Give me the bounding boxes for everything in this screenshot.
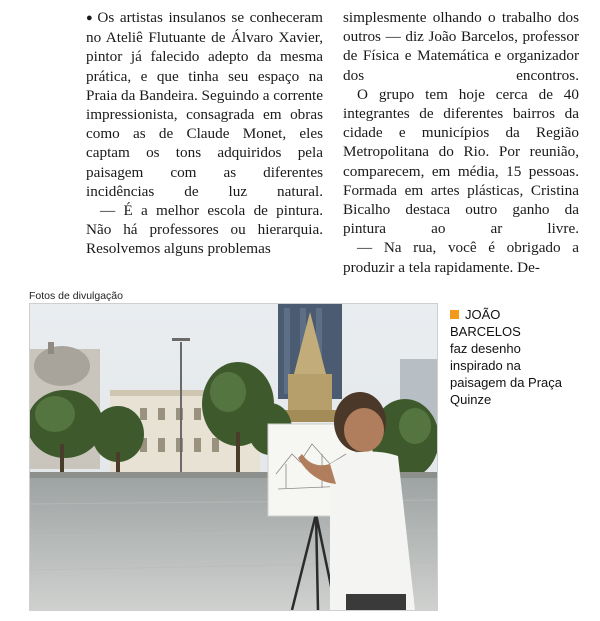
bullet-icon: ● bbox=[86, 12, 95, 24]
paragraph: simplesmente olhando o trabalho dos outros — diz João Barcelos, professor de Física e Matemática e organizador dos encontros. bbox=[343, 9, 579, 84]
paragraph: O grupo tem hoje cerca de 40 integrantes de diferentes bairros da cidade e municípios da Região Metropolitana do Rio. Por reunião, comparecem, em média, 15 pessoas. Formada em artes plásticas, Cristina Bicalho destaca outro ganho da pintura ao ar livre. bbox=[343, 85, 579, 238]
photo-illustration bbox=[30, 304, 437, 610]
photo-credit: Fotos de divulgação bbox=[29, 290, 123, 302]
paragraph bbox=[86, 8, 323, 201]
paragraph-quote: — Na rua, você é obrigado a produzir a tela rapidamente. De- bbox=[343, 239, 579, 276]
caption-name: JOÃO BARCELOS bbox=[450, 307, 521, 339]
article-column-right bbox=[343, 8, 579, 277]
paragraph-quote: — É a melhor escola de pintura. Não há professores ou hierarquia. Resolvemos alguns problemas bbox=[86, 202, 323, 258]
caption-text: faz desenho inspirado na paisagem da Praça Quinze bbox=[450, 341, 563, 407]
photo-caption bbox=[450, 306, 570, 408]
photo bbox=[29, 303, 438, 611]
square-bullet-icon bbox=[450, 310, 459, 319]
paragraph-text: Os artistas insulanos se conheceram no Ateliê Flutuante de Álvaro Xavier, pintor já falecido adepto da mesma prática, e que tinha seu espaço na Praia da Bandeira. Seguindo a corrente impressionista, consagrada em obras como as de Claude Monet, eles captam os tons adquiridos pela paisagem com as diferentes incidências de luz natural. bbox=[86, 9, 324, 200]
article-column-left bbox=[86, 8, 323, 259]
